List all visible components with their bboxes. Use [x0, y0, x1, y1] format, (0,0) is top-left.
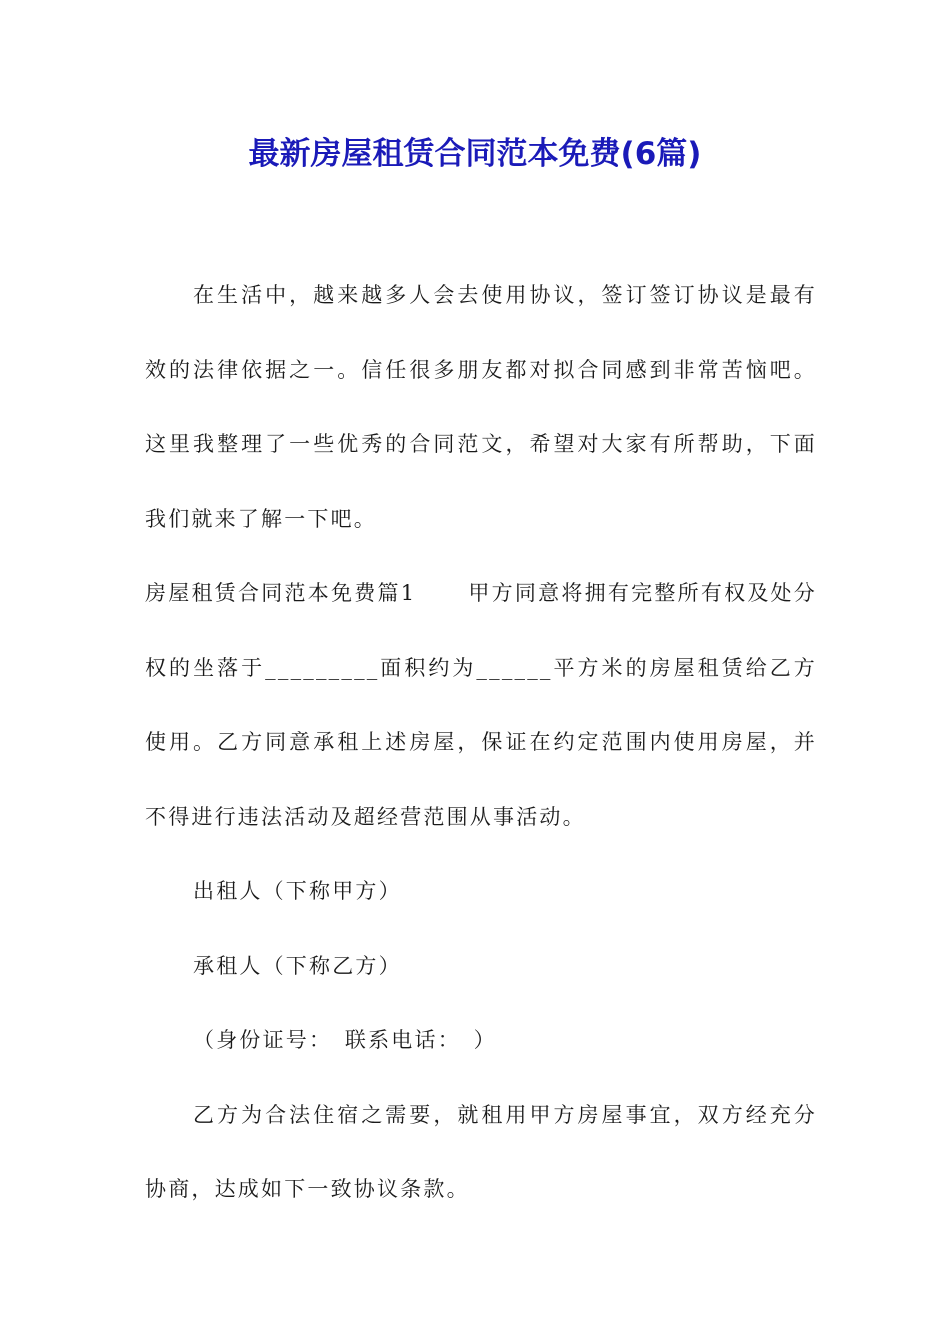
intro-paragraph: 在生活中，越来越多人会去使用协议，签订签订协议是最有效的法律依据之一。信任很多朋友都对拟合同感到非常苦恼吧。这里我整理了一些优秀的合同范文，希望对大家有所帮助，下面我们就来了解一下吧。	[145, 283, 817, 531]
agreement-paragraph: 乙方为合法住宿之需要，就租用甲方房屋事宜，双方经充分协商，达成如下一致协议条款。	[145, 1102, 817, 1201]
lessor-line: 出租人（下称甲方）	[193, 879, 402, 903]
section-1-heading: 房屋租赁合同范本免费篇1	[145, 581, 417, 605]
document-title: 最新房屋租赁合同范本免费(6篇)	[248, 136, 702, 172]
section-1-paragraph	[145, 556, 817, 854]
id-phone-line: （身份证号： 联系电话： ）	[193, 1028, 497, 1052]
lessee-line: 承租人（下称乙方）	[193, 953, 402, 978]
document-body	[145, 258, 817, 1227]
section-1-text: 甲方同意将拥有完整所有权及处分权的坐落于_________面积约为______平方米的房屋租赁给乙方使用。乙方同意承租上述房屋，保证在约定范围内使用房屋，并不得进行违法活动及超经营范围从事活动。	[145, 581, 818, 829]
